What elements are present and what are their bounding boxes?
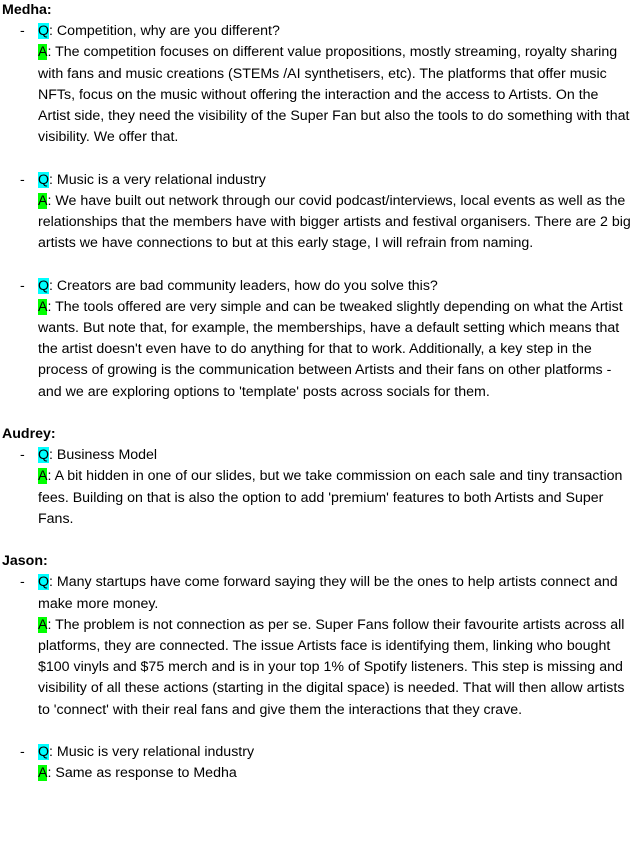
bullet-dash: - <box>20 574 25 591</box>
qa-item <box>2 742 638 784</box>
question-line <box>38 170 632 191</box>
question-text: : Music is very relational industry <box>49 743 255 760</box>
question-text: : Creators are bad community leaders, how do you solve this? <box>49 277 438 294</box>
speaker-name: Jason: <box>2 553 48 570</box>
question-text: : Many startups have come forward saying they will be the ones to help artists connect and make more money. <box>38 574 618 612</box>
question-text: : Business Model <box>49 447 158 464</box>
question-line <box>38 276 632 297</box>
question-label: Q <box>38 23 50 40</box>
speaker-section <box>2 424 638 530</box>
answer-label: A <box>38 616 48 633</box>
answer-text: : We have built out network through our covid podcast/interviews, local events as well as the relationships that the members have with bigger artists and festival organisers. There are 2 big artists we have connections to but at this early stage, I will refrain from naming. <box>38 192 631 252</box>
answer-line <box>38 297 632 403</box>
bullet-dash: - <box>20 743 25 760</box>
answer-label: A <box>38 468 48 485</box>
speaker-section <box>2 0 638 403</box>
answer-line <box>38 615 632 721</box>
spacer <box>2 148 638 169</box>
spacer <box>2 254 638 275</box>
question-label: Q <box>38 447 50 464</box>
spacer <box>2 403 638 424</box>
answer-line <box>38 191 632 255</box>
answer-text: : Same as response to Medha <box>47 765 237 782</box>
bullet-dash: - <box>20 171 25 188</box>
speaker-name: Medha: <box>2 2 52 18</box>
qa-item <box>2 170 638 255</box>
answer-line <box>38 763 632 784</box>
question-line <box>38 445 632 466</box>
answer-text: : The problem is not connection as per se. Super Fans follow their favourite artists across all platforms, they are connected. The issue Artists face is identifying them, linking who bought $100 vinyls and $75 merch and is in your top 1% of Spotify listeners. This step is missing and visibility of all these actions (starting in the digital space) is needed. That will then allow artists to 'connect' with their real fans and give them the interactions that they crave. <box>38 616 625 718</box>
qa-item <box>2 21 638 148</box>
answer-label: A <box>38 298 48 315</box>
question-line <box>38 572 632 614</box>
answer-line <box>38 466 632 530</box>
answer-line <box>38 42 632 148</box>
question-label: Q <box>38 574 50 591</box>
qa-item <box>2 445 638 530</box>
question-label: Q <box>38 277 50 294</box>
bullet-dash: - <box>20 277 25 294</box>
bullet-dash: - <box>20 447 25 464</box>
question-line <box>38 742 632 763</box>
bullet-dash: - <box>20 23 25 40</box>
answer-text: : A bit hidden in one of our slides, but we take commission on each sale and tiny transaction fees. Building on that is also the option to add 'premium' features to both Artists and Super Fans. <box>38 468 623 527</box>
question-text: : Music is a very relational industry <box>49 171 266 188</box>
answer-label: A <box>38 192 48 209</box>
answer-label: A <box>38 765 48 782</box>
question-text: : Competition, why are you different? <box>49 23 280 40</box>
spacer <box>2 530 638 551</box>
answer-text: : The tools offered are very simple and can be tweaked slightly depending on what the Artist wants. But note that, for example, the memberships, have a default setting which means that the artist doesn't even have to do anything for that to work. Additionally, a key step in the process of growing is the communication between Artists and their fans on other platforms - and we are exploring options to 'template' posts across socials for them. <box>38 298 623 400</box>
answer-label: A <box>38 44 48 61</box>
speaker-name: Audrey: <box>2 426 56 442</box>
question-line <box>38 21 632 42</box>
qa-item <box>2 276 638 403</box>
question-label: Q <box>38 171 50 188</box>
spacer <box>2 721 638 742</box>
answer-text: : The competition focuses on different value propositions, mostly streaming, royalty sharing with fans and music creations (STEMs /AI synthetisers, etc). The platforms that offer music NFTs, focus on the music without offering the interaction and the access to Artists. On the Artist side, they need the visibility of the Super Fan but also the tools to do something with that visibility. We offer that. <box>38 44 630 146</box>
speaker-section <box>2 551 638 784</box>
question-label: Q <box>38 743 50 760</box>
qa-item <box>2 572 638 720</box>
